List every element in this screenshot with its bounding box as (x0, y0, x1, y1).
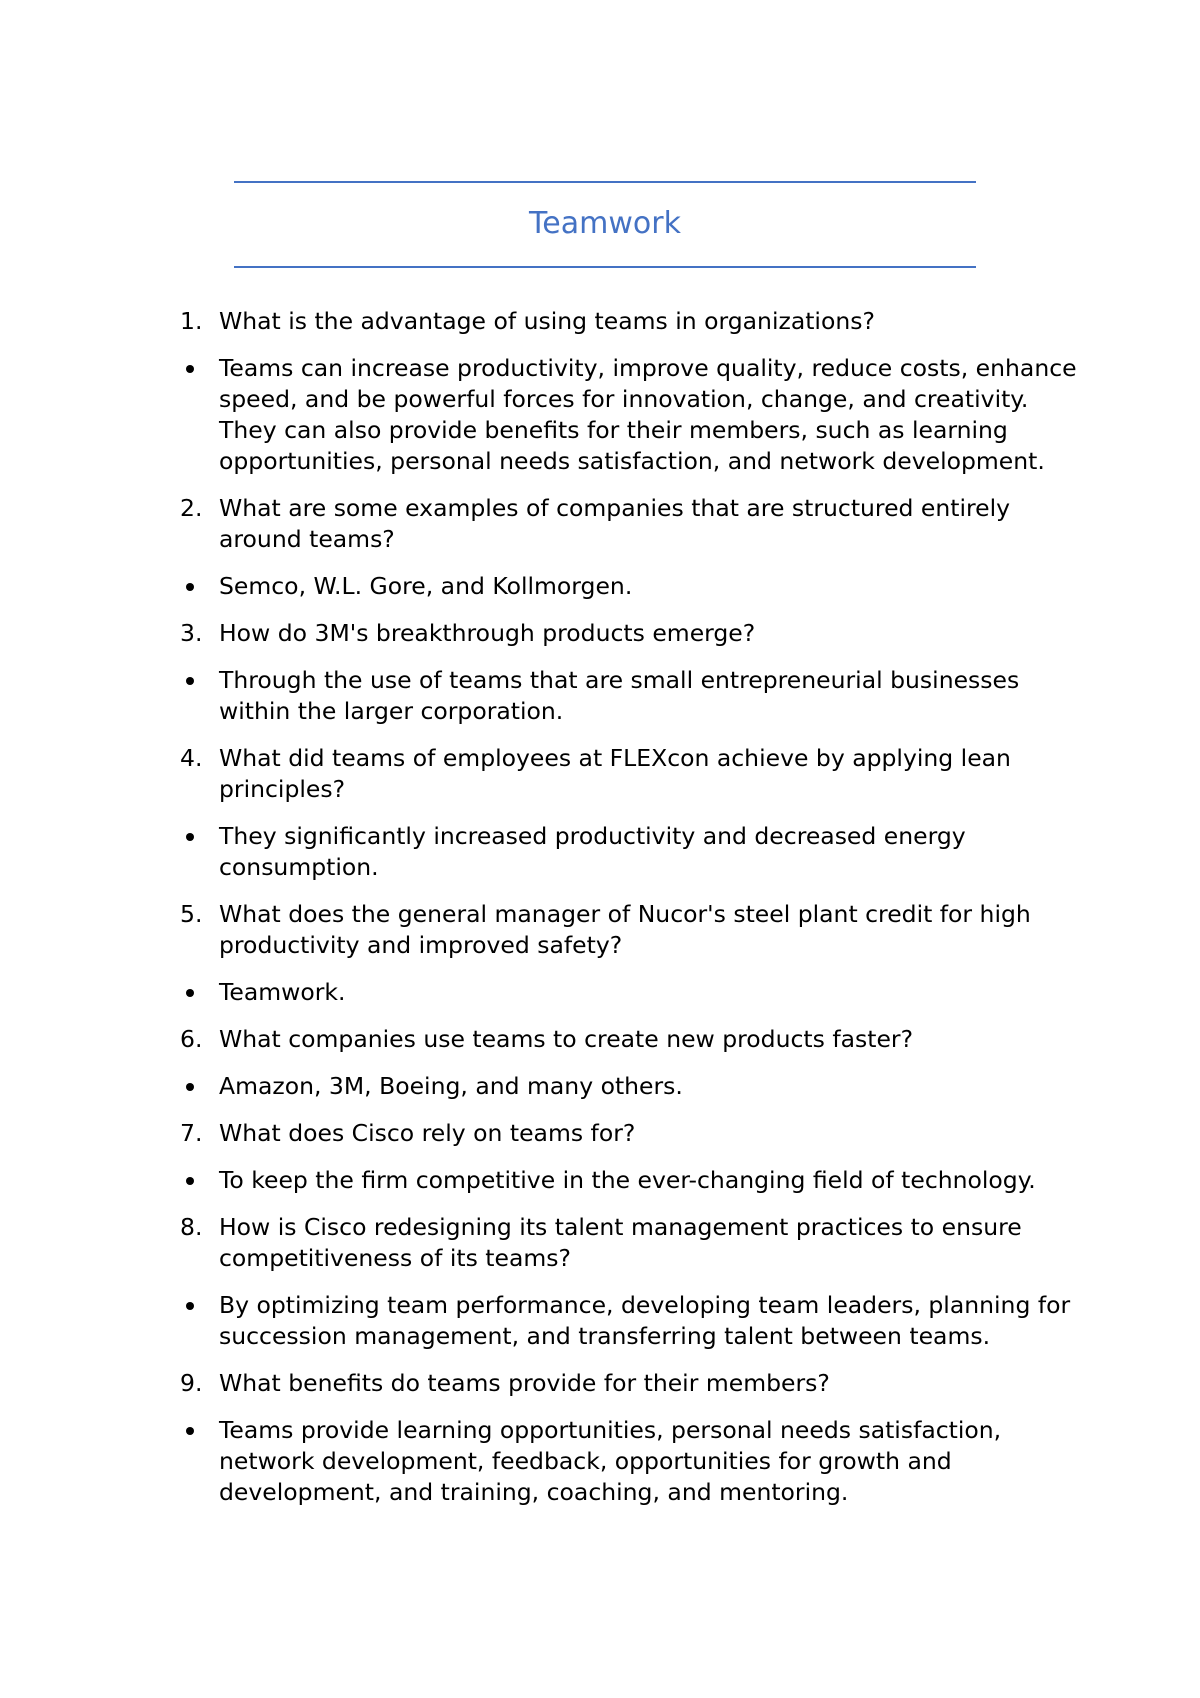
answer-item (180, 665, 1080, 727)
question-text: How do 3M's breakthrough products emerge? (219, 619, 756, 647)
question-number: 9. (180, 1369, 203, 1397)
answer-item (180, 353, 1080, 477)
bullet-icon (186, 1177, 194, 1185)
question-text: What are some examples of companies that are structured entirely around teams? (219, 494, 1011, 553)
question-text: What is the advantage of using teams in organizations? (219, 307, 875, 335)
answer-item (180, 821, 1080, 883)
answer-text: Teams can increase productivity, improve quality, reduce costs, enhance speed, and be powerful forces for innovation, change, and creativity. They can also provide benefits for their members, such as learning opportunities, personal needs satisfaction, and network development. (219, 354, 1077, 475)
qa-list (180, 306, 1080, 1524)
question-item (180, 1212, 1080, 1274)
bullet-icon (186, 583, 194, 591)
answer-item (180, 977, 1080, 1008)
question-text: What did teams of employees at FLEXcon achieve by applying lean principles? (219, 744, 1011, 803)
question-item (180, 618, 1080, 649)
question-item (180, 1024, 1080, 1055)
answer-text: Amazon, 3M, Boeing, and many others. (219, 1072, 683, 1100)
question-text: What does the general manager of Nucor's steel plant credit for high productivity and improved safety? (219, 900, 1031, 959)
answer-text: Through the use of teams that are small entrepreneurial businesses within the larger corporation. (219, 666, 1020, 725)
answer-text: Teamwork. (219, 978, 346, 1006)
question-number: 6. (180, 1025, 203, 1053)
answer-text: By optimizing team performance, developing team leaders, planning for succession management, and transferring talent between teams. (219, 1291, 1071, 1350)
question-text: What companies use teams to create new products faster? (219, 1025, 914, 1053)
question-item (180, 306, 1080, 337)
answer-item (180, 1165, 1080, 1196)
question-item (180, 1118, 1080, 1149)
question-number: 5. (180, 900, 203, 928)
answer-item (180, 571, 1080, 602)
question-number: 1. (180, 307, 203, 335)
title-rule-top (234, 181, 976, 183)
question-item (180, 493, 1080, 555)
bullet-icon (186, 1083, 194, 1091)
question-item (180, 1368, 1080, 1399)
answer-text: They significantly increased productivity and decreased energy consumption. (219, 822, 966, 881)
bullet-icon (186, 989, 194, 997)
question-text: What does Cisco rely on teams for? (219, 1119, 636, 1147)
bullet-icon (186, 677, 194, 685)
title-rule-bottom (234, 266, 976, 268)
answer-item (180, 1071, 1080, 1102)
question-item (180, 899, 1080, 961)
question-text: What benefits do teams provide for their members? (219, 1369, 830, 1397)
answer-text: Semco, W.L. Gore, and Kollmorgen. (219, 572, 633, 600)
question-number: 7. (180, 1119, 203, 1147)
question-number: 3. (180, 619, 203, 647)
bullet-icon (186, 365, 194, 373)
question-number: 4. (180, 744, 203, 772)
question-number: 2. (180, 494, 203, 522)
answer-text: Teams provide learning opportunities, personal needs satisfaction, network development, feedback, opportunities for growth and development, and training, coaching, and mentoring. (219, 1416, 1002, 1506)
answer-text: To keep the firm competitive in the ever-changing field of technology. (219, 1166, 1036, 1194)
answer-item (180, 1290, 1080, 1352)
bullet-icon (186, 833, 194, 841)
page-title: Teamwork (529, 206, 681, 241)
bullet-icon (186, 1302, 194, 1310)
question-item (180, 743, 1080, 805)
question-number: 8. (180, 1213, 203, 1241)
bullet-icon (186, 1427, 194, 1435)
question-text: How is Cisco redesigning its talent management practices to ensure competitiveness of its teams? (219, 1213, 1022, 1272)
answer-item (180, 1415, 1080, 1508)
